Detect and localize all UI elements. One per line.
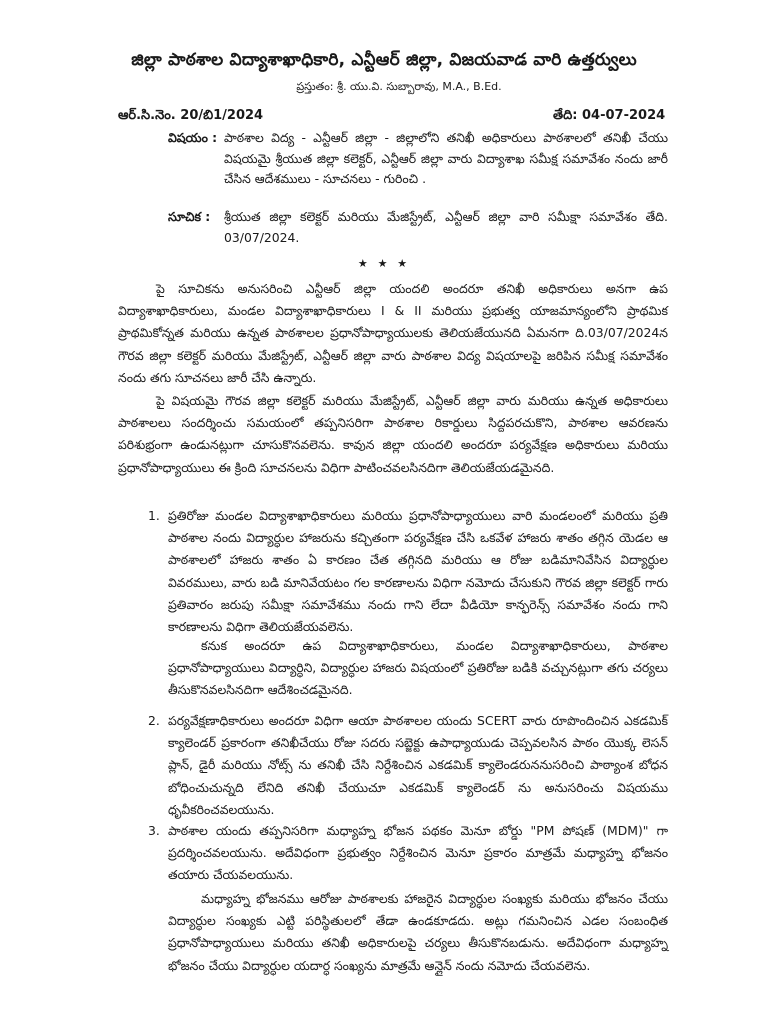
reference-label: సూచిక : — [168, 209, 211, 224]
reference-text: శ్రీయుత జిల్లా కలెక్టర్ మరియు మేజిస్ట్రేట్, ఎన్టీఆర్ జిల్లా వారి సమీక్షా సమావేశం తేది. 03/07/2024. — [224, 209, 668, 245]
item-1-text: ప్రతిరోజు మండల విద్యాశాఖాధికారులు మరియు ప్రధానోపాధ్యాయులు వారి మండలంలో మరియు ప్రతి పాఠశాల నందు విద్యార్ధుల హాజరును కచ్చితంగా పర్యవేక్షణ చేసి ఒకవేళ హాజరు శాతం తగ్గిన యెడల ఆ పాఠశాలలో హాజరు శాతం ఏ కారణం చేత తగ్గినది మరియు ఆ రోజు బడిమానివేసిన విద్యార్ధుల వివరములు, వారు బడి మానివేయటం గల కారణాలను విధిగా నమోదు చేసుకుని గౌరవ జిల్లా కలెక్టర్ గారు ప్రతివారం జరుపు సమీక్షా సమావేశము నందు గాని లేదా వీడియో కాన్ఫరెన్స్ సమావేశం నందు గాని కారణాలను విధిగా తెలియజేయవలెను. — [168, 508, 668, 635]
document-title: జిల్లా పాఠశాల విద్యాశాఖాధికారి, ఎన్టీఆర్ జిల్లా, విజయవాడ వారి ఉత్తర్వులు — [131, 50, 637, 70]
item-3-text: పాఠశాల యందు తప్పనిసరిగా మధ్యాహ్న భోజన పథకం మెనూ బోర్డు "PM పోషణ్ (MDM)" గా ప్రదర్శించవలయును. అదేవిధంగా ప్రభుత్వం నిర్దేశించిన మెనూ ప్రకారం మాత్రమే మధ్యాహ్న భోజనం తయారు చేయవలయును. — [168, 823, 668, 883]
item-1-number: 1. — [148, 508, 160, 523]
item-3-continuation: మధ్యాహ్న భోజనము ఆరోజు పాఠశాలకు హాజరైన విద్యార్ధుల సంఖ్యకు మరియు భోజనం చేయు విద్యార్ధుల సంఖ్యకు ఎట్టి పరిస్థితులలో తేడా ఉండకూడదు. అట్లు గమనించిన ఎడల సంబంధిత ప్రధానోపాధ్యాయులు మరియు తనిఖీ అధికారులపై చర్యలు తీసుకొనబడును. అదేవిధంగా మధ్యాహ్న భోజనం చేయు విద్యార్ధుల యదార్ధ సంఖ్యను మాత్రమే ఆన్లైన్ నందు నమోదు చేయవలెను. — [168, 891, 668, 973]
subject-label: విషయం : — [168, 130, 218, 145]
item-2-text: పర్యవేక్షణాధికారులు అందరూ విధిగా ఆయా పాఠశాలల యందు SCERT వారు రూపొందించిన ఎకడమిక్ క్యాలెండర్ ప్రకారంగా తనిఖీచేయు రోజు సదరు సబ్జెక్టు ఉపాధ్యాయుడు చెప్పవలసిన పాఠం యొక్క లెసన్ ప్లాన్, డైరీ మరియు నోట్స్ ను తనిఖీ చేసి నిర్దేశించిన ఎకడమిక్ క్యాలెండరుననుసరించి పాఠ్యాంశ బోధన బోధించుచున్నది లేనిది తనిఖీ చేయుచూ ఎకడమిక్ క్యాలెండర్ ను అనుసరించు విషయము ధృవీకరించవలయును. — [168, 713, 668, 817]
paragraph-instructions: పై విషయమై గౌరవ జిల్లా కలెక్టర్ మరియు మేజిస్ట్రేట్, ఎన్టీఆర్ జిల్లా వారు మరియు ఉన్నత అధికారులు పాఠశాలలు సందర్శించు సమయంలో తప్పనిసరిగా పాఠశాల రికార్డులు సిద్దపరచుకొని, పాఠశాల ఆవరణను పరిశుభ్రంగా ఉండునట్లుగా చూసుకొనవలెను. కావున జిల్లా యందలి అందరూ పర్యవేక్షణ అధికారులు మరియు ప్రధానోపాధ్యాయులు ఈ క్రింది సూచనలను విధిగా పాటించవలసినదిగా తెలియజేయడమైనది. — [118, 393, 668, 475]
reference-block — [168, 207, 668, 248]
separator-stars: ★ ★ ★ — [357, 257, 411, 270]
item-2-number: 2. — [148, 713, 160, 728]
reference-number: ఆర్.సి.నెం. 20/బి1/2024 — [118, 108, 264, 123]
subject-text: పాఠశాల విద్య - ఎన్టీఆర్ జిల్లా - జిల్లాలోని తనిఖీ అధికారులు పాఠశాలలో తనిఖీ చేయు విషయమై శ్రీయుత జిల్లా కలెక్టర్, ఎన్టీఆర్ జిల్లా వారు విద్యాశాఖ సమీక్ష సమావేశం నందు జారీ చేసిన ఆదేశములు - సూచనలు - గురించి . — [224, 130, 668, 186]
document-subtitle: ప్రస్తుతం: శ్రీ. యు.వి. సుబ్బారావు, M.A., B.Ed. — [296, 80, 502, 93]
item-3-number: 3. — [148, 823, 160, 838]
subject-block — [168, 128, 668, 190]
paragraph-intro: పై సూచికను అనుసరించి ఎన్టీఆర్ జిల్లా యందలి అందరూ తనిఖీ అధికారులు అనగా ఉప విద్యాశాఖాధికారులు, మండల విద్యాశాఖాధికారులు I & II మరియు ప్రభుత్వ యాజమాన్యంలోని ప్రాథమిక ప్రాథమికోన్నత మరియు ఉన్నత పాఠశాలల ప్రధానోపాధ్యాయులకు తెలియజేయునది ఏమనగా ది.03/07/2024న గౌరవ జిల్లా కలెక్టర్ మరియు మేజిస్ట్రేట్, ఎన్టీఆర్ జిల్లా వారు పాఠశాల విద్య విషయాలపై జరిపిన సమీక్ష సమావేశం నందు తగు సూచనలు జారీ చేసి ఉన్నారు. — [118, 281, 668, 385]
document-date: తేది: 04-07-2024 — [553, 108, 666, 123]
item-1-continuation: కనుక అందరూ ఉప విద్యాశాఖాధికారులు, మండల విద్యాశాఖాధికారులు, పాఠశాల ప్రధానోపాధ్యాయులు విద్యార్ధిని, విద్యార్ధుల హాజరు విషయంలో ప్రతిరోజు బడికి వచ్చునట్లుగా తగు చర్యలు తీసుకొనవలసినదిగా ఆదేశించడమైనది. — [168, 638, 668, 698]
